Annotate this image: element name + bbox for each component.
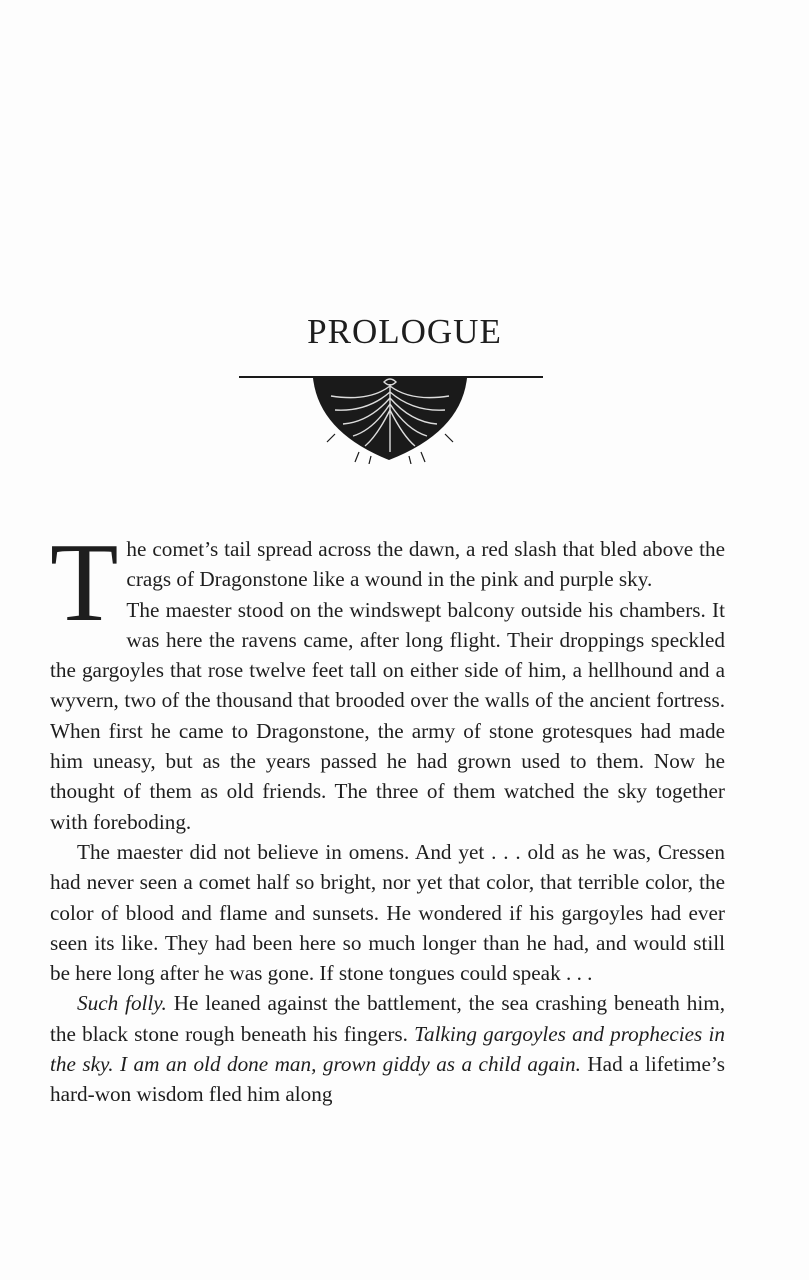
chapter-title: PROLOGUE (307, 312, 502, 351)
paragraph-text: Had a lifetime’s hard-won wisdom fled him along (50, 1052, 725, 1107)
paragraph-3: The maester did not believe in omens. And yet . . . old as he was, Cressen had never seen a comet half so bright, nor yet that color, that terrible color, the color of blood and flame and sunsets. He wondered if his gargoyles had ever seen its like. They had been here so much longer than he had, and would still be here long after he was gone. If stone tongues could speak . . . (50, 839, 725, 986)
paragraph-text: He leaned against the battlement, the sea crashing beneath him, the black stone rough beneath his fingers. (50, 991, 725, 1046)
italic-thought: Talking gargoyles and prophecies in the sky. I am an old done man, grown giddy as a child again. (50, 1021, 725, 1077)
prologue-text (50, 521, 725, 1110)
paragraph-4 (50, 988, 725, 1109)
paragraph-2: The maester stood on the windswept balcony outside his chambers. It was here the ravens came, after long flight. Their droppings speckled the gargoyles that rose twelve feet tall on either side of him, a hellhound and a wyvern, two of the thousand that brooded over the walls of the ancient fortress. When first he came to Dragonstone, the army of stone grotesques had made him uneasy, but as the years passed he had grown used to them. Now he thought of them as old friends. The three of them watched the sky together with foreboding. (50, 597, 725, 834)
drop-cap: T (50, 521, 119, 645)
paragraph-text: he comet’s tail spread across the dawn, a red slash that bled above the crags of Dragonstone like a wound in the pink and purple sky. (126, 537, 725, 592)
paragraph-1 (50, 521, 725, 645)
dragon-wing-ornament-icon (239, 372, 543, 464)
italic-thought: Such folly. (77, 991, 167, 1016)
